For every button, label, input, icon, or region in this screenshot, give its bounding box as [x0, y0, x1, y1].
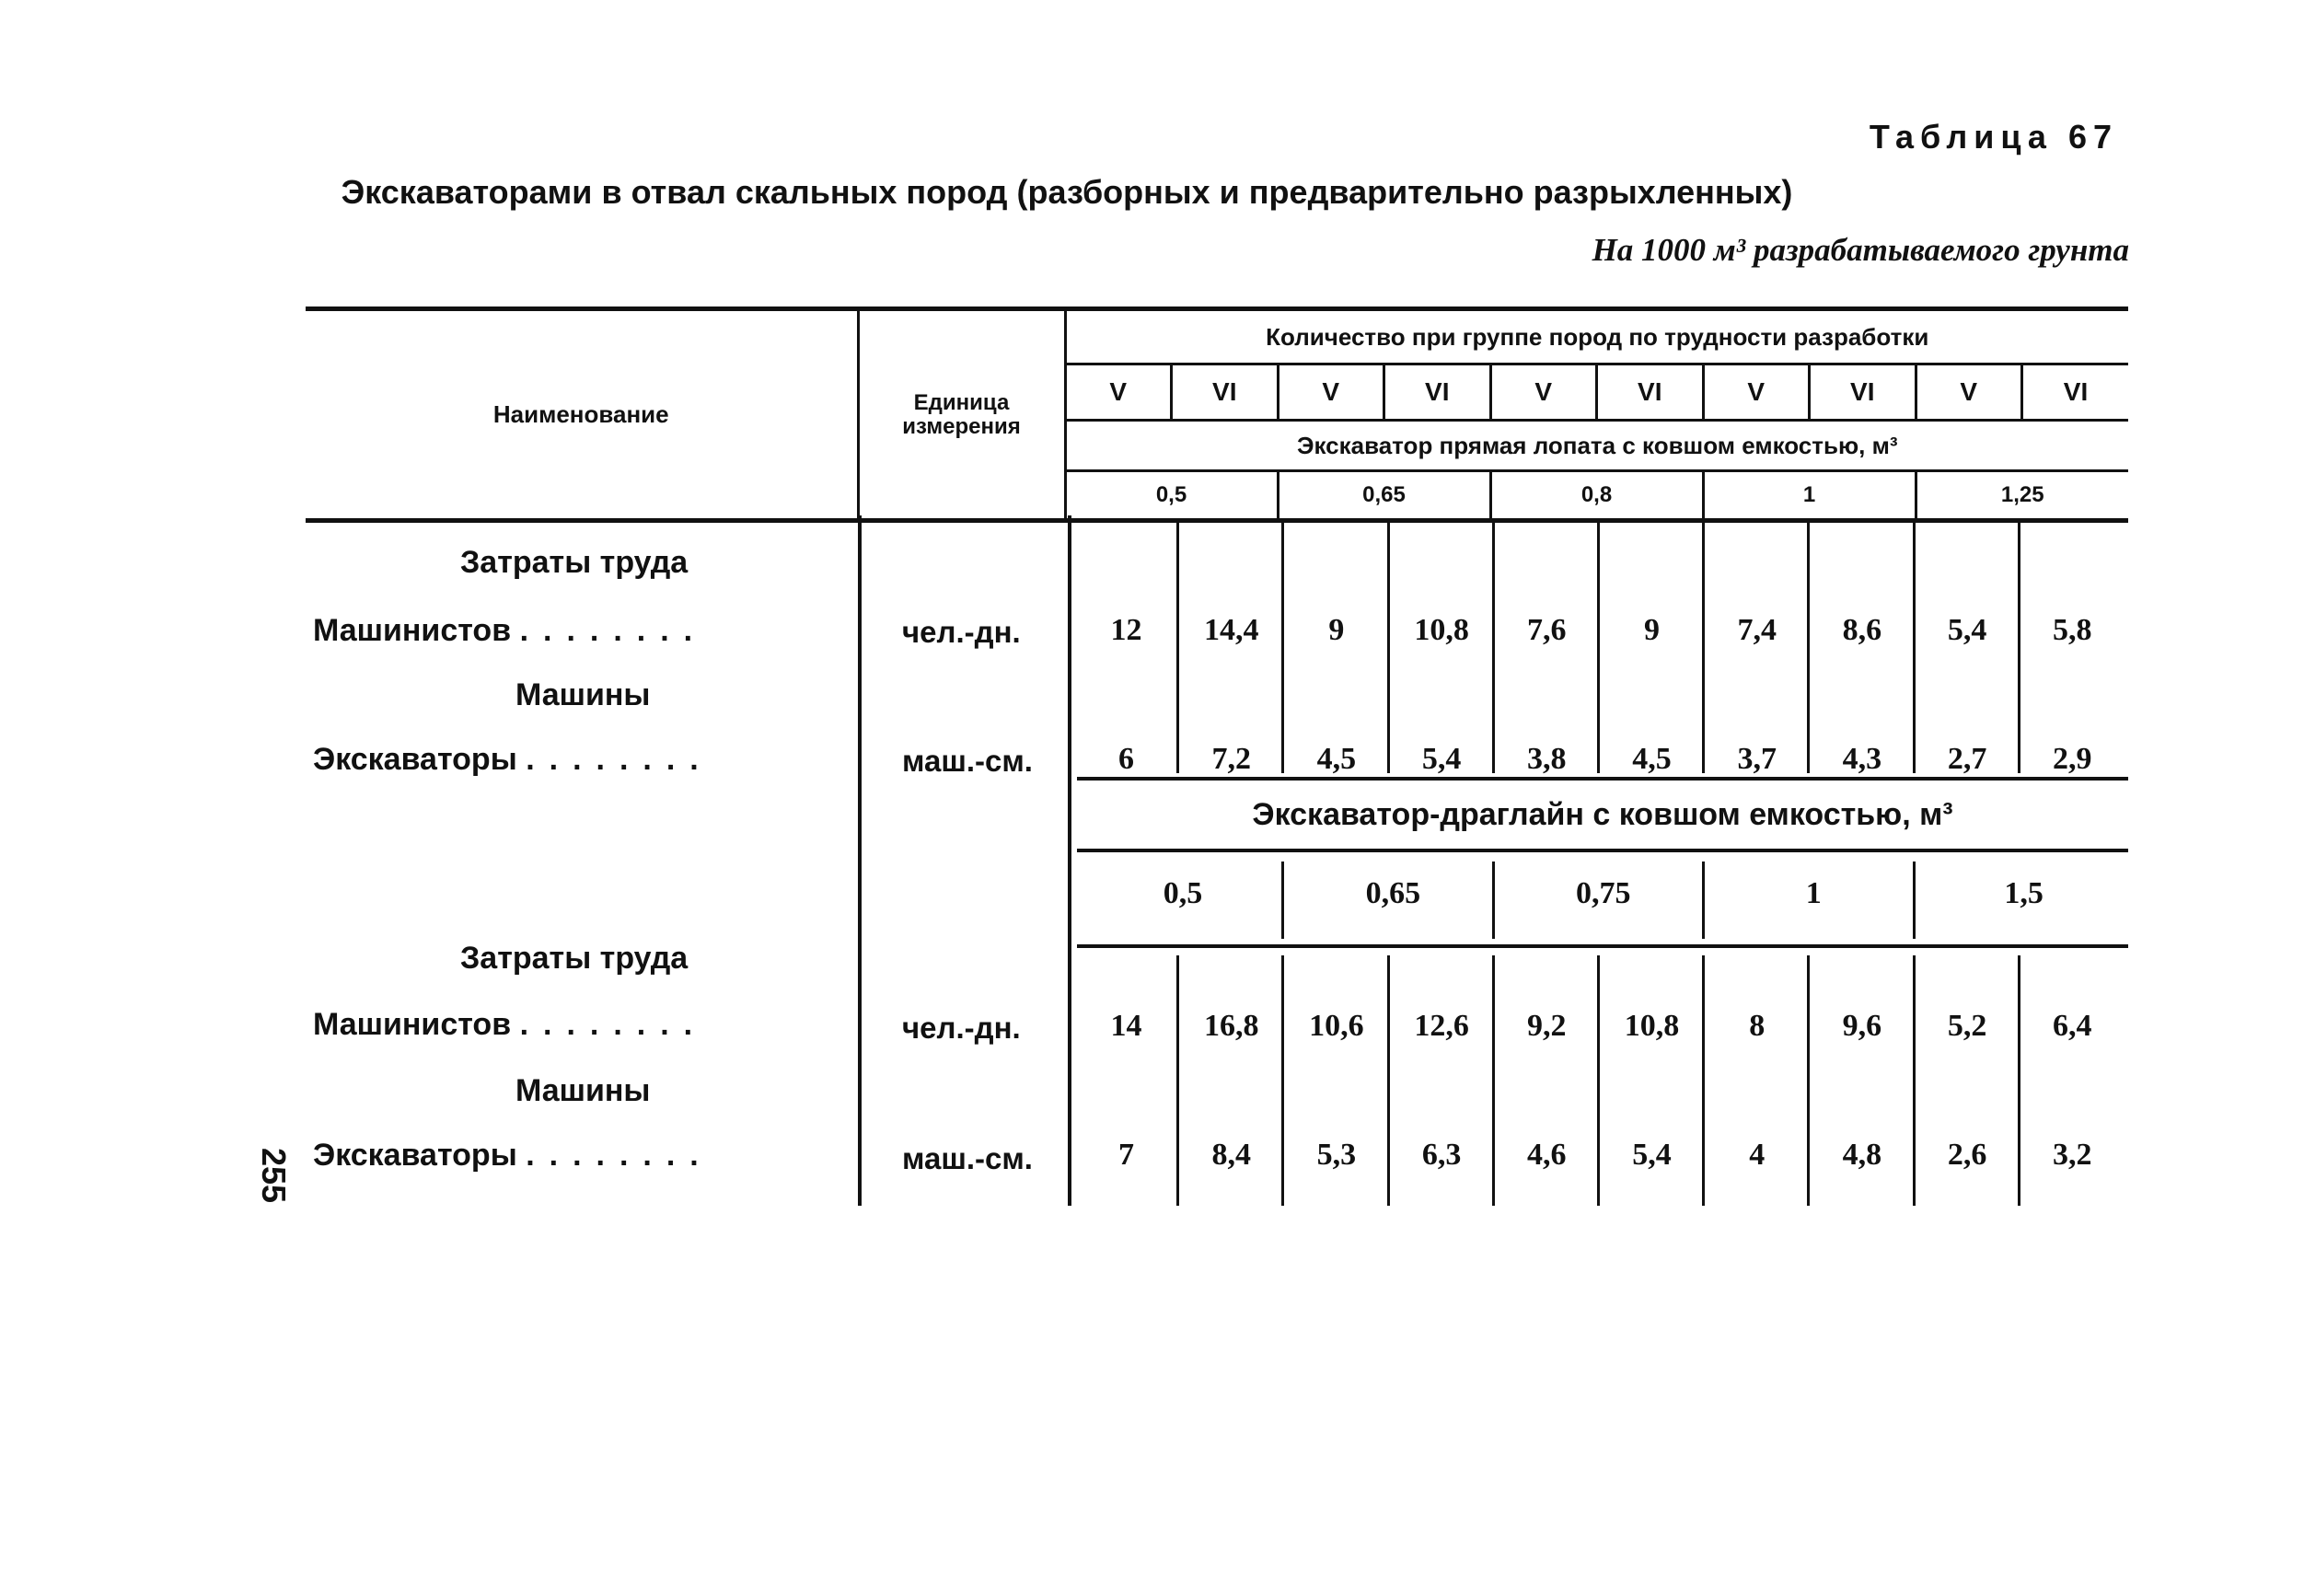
shovel-capacity-3: 0,8 — [1490, 471, 1703, 519]
section1-machinists-value-1: 12 — [1110, 613, 1142, 647]
group-header-7: V — [1703, 364, 1810, 421]
section2-excavators-unit: маш.-см. — [902, 1141, 1033, 1175]
section1-machinists-label: Машинистов ........ — [313, 613, 708, 648]
group-header-10: VI — [2022, 364, 2129, 421]
section1-col-divider-7 — [1807, 523, 1810, 773]
section1-col-divider-4 — [1492, 523, 1495, 773]
section2-machinists-value-5: 9,2 — [1527, 1009, 1567, 1043]
dragline-capacity-2: 0,65 — [1365, 876, 1421, 910]
group-header-4: VI — [1384, 364, 1491, 421]
group-header-3: V — [1278, 364, 1384, 421]
section1-machinists-value-4: 10,8 — [1414, 613, 1469, 647]
section1-machinists-text: Машинистов — [313, 613, 512, 648]
section1-machinists-value-3: 9 — [1328, 613, 1345, 647]
section1-excavators-text: Экскаваторы — [313, 742, 517, 777]
dragline-capacity-divider-1 — [1281, 862, 1284, 939]
section2-machinists-value-4: 12,6 — [1414, 1009, 1469, 1043]
section2-excavators-value-5: 4,6 — [1527, 1138, 1567, 1172]
dragline-capacity-divider-3 — [1702, 862, 1705, 939]
section2-machinists-value-9: 5,2 — [1947, 1009, 1987, 1043]
section2-excavators-value-1: 7 — [1118, 1138, 1134, 1172]
column-header-unit: Единица измерения — [858, 311, 1065, 518]
section1-machinists-value-7: 7,4 — [1737, 613, 1777, 647]
column-header-name: Наименование — [492, 400, 669, 428]
section1-col-divider-1 — [1176, 523, 1179, 773]
section1-machinists-value-6: 9 — [1644, 613, 1660, 647]
section2-excavators-value-6: 5,4 — [1632, 1138, 1672, 1172]
section1-excavators-value-4: 5,4 — [1421, 742, 1462, 776]
section2-excavators-value-2: 8,4 — [1211, 1138, 1251, 1172]
section1-excavators-value-9: 2,7 — [1947, 742, 1987, 776]
section1-col-divider-6 — [1702, 523, 1705, 773]
section1-excavators-value-2: 7,2 — [1211, 742, 1251, 776]
section2-machinists-value-2: 16,8 — [1203, 1009, 1259, 1043]
section2-excavators-value-7: 4 — [1749, 1138, 1766, 1172]
section1-excavators-value-5: 3,8 — [1527, 742, 1567, 776]
table-header — [306, 306, 2128, 523]
section1-bottom-rule — [1077, 777, 2128, 781]
dragline-capacity-4: 1 — [1805, 876, 1822, 910]
section2-excavators-value-3: 5,3 — [1316, 1138, 1357, 1172]
shovel-caption: Экскаватор прямая лопата с ковшом емкостью, м³ — [1065, 421, 2128, 471]
group-header-5: V — [1490, 364, 1597, 421]
section2-machines-heading: Машины — [515, 1073, 651, 1108]
section2-excavators-value-4: 6,3 — [1421, 1138, 1462, 1172]
table-title: Экскаваторами в отвал скальных пород (разборных и предварительно разрыхленных) — [341, 173, 1793, 211]
section2-machinists-value-6: 10,8 — [1624, 1009, 1680, 1043]
shovel-capacity-2: 0,65 — [1278, 471, 1490, 519]
section2-machinists-value-10: 6,4 — [2053, 1009, 2092, 1043]
section2-excavators-value-8: 4,8 — [1842, 1138, 1882, 1172]
column-header-quantity: Количество при группе пород по трудности разработки — [1065, 311, 2128, 364]
group-header-9: V — [1916, 364, 2022, 421]
dragline-capacity-3: 0,75 — [1576, 876, 1631, 910]
section1-excavators-value-1: 6 — [1118, 742, 1134, 776]
section1-machines-heading: Машины — [515, 677, 651, 712]
dragline-capacity-divider-4 — [1913, 862, 1916, 939]
dragline-capacity-divider-2 — [1492, 862, 1495, 939]
section1-col-divider-9 — [2018, 523, 2020, 773]
section2-machinists-value-3: 10,6 — [1309, 1009, 1364, 1043]
section2-machinists-unit: чел.-дн. — [902, 1011, 1021, 1045]
dragline-capacity-rule — [1077, 944, 2128, 948]
table-number: Таблица 67 — [1869, 118, 2118, 156]
section1-excavators-value-6: 4,5 — [1632, 742, 1672, 776]
section1-machinists-value-8: 8,6 — [1842, 613, 1882, 647]
section2-excavators-label: Экскаваторы ........ — [313, 1138, 713, 1173]
section1-machinists-value-10: 5,8 — [2053, 613, 2092, 647]
section1-excavators-value-3: 4,5 — [1316, 742, 1357, 776]
group-header-8: VI — [1810, 364, 1916, 421]
section1-machinists-value-5: 7,6 — [1527, 613, 1567, 647]
section1-labor-heading: Затраты труда — [460, 545, 689, 580]
section1-excavators-label: Экскаваторы ........ — [313, 742, 713, 777]
section1-col-divider-5 — [1597, 523, 1600, 773]
section1-machinists-value-9: 5,4 — [1947, 613, 1987, 647]
section1-excavators-unit: маш.-см. — [902, 744, 1033, 778]
shovel-capacity-4: 1 — [1703, 471, 1916, 519]
section1-col-divider-3 — [1387, 523, 1390, 773]
section2-excavators-value-9: 2,6 — [1947, 1138, 1987, 1172]
dragline-capacity-5: 1,5 — [2004, 876, 2043, 910]
section2-labor-heading: Затраты труда — [460, 941, 689, 976]
dragline-caption: Экскаватор-драглайн с ковшом емкостью, м³ — [1252, 797, 1953, 832]
section1-machinists-unit: чел.-дн. — [902, 615, 1021, 649]
divider-name-unit — [858, 515, 862, 1206]
divider-unit-data — [1068, 515, 1071, 1206]
section1-machinists-value-2: 14,4 — [1203, 613, 1259, 647]
section2-machinists-label: Машинистов ........ — [313, 1007, 708, 1042]
dragline-caption-rule — [1077, 849, 2128, 852]
shovel-capacity-1: 0,5 — [1065, 471, 1278, 519]
section1-excavators-value-10: 2,9 — [2053, 742, 2092, 776]
section2-machinists-value-7: 8 — [1749, 1009, 1766, 1043]
page-number: 255 — [255, 1147, 293, 1204]
shovel-capacity-5: 1,25 — [1916, 471, 2128, 519]
section1-col-divider-8 — [1913, 523, 1916, 773]
group-header-2: VI — [1172, 364, 1279, 421]
section2-excavators-text: Экскаваторы — [313, 1138, 517, 1173]
unit-note: На 1000 м³ разрабатываемого грунта — [1592, 232, 2129, 268]
section1-col-divider-2 — [1281, 523, 1284, 773]
section2-excavators-value-10: 3,2 — [2053, 1138, 2092, 1172]
group-header-6: VI — [1597, 364, 1704, 421]
section2-machinists-text: Машинистов — [313, 1007, 512, 1042]
section2-machinists-value-8: 9,6 — [1842, 1009, 1882, 1043]
dragline-capacity-1: 0,5 — [1163, 876, 1203, 910]
group-header-1: V — [1065, 364, 1172, 421]
section1-excavators-value-8: 4,3 — [1842, 742, 1882, 776]
section1-excavators-value-7: 3,7 — [1737, 742, 1777, 776]
section2-machinists-value-1: 14 — [1110, 1009, 1142, 1043]
